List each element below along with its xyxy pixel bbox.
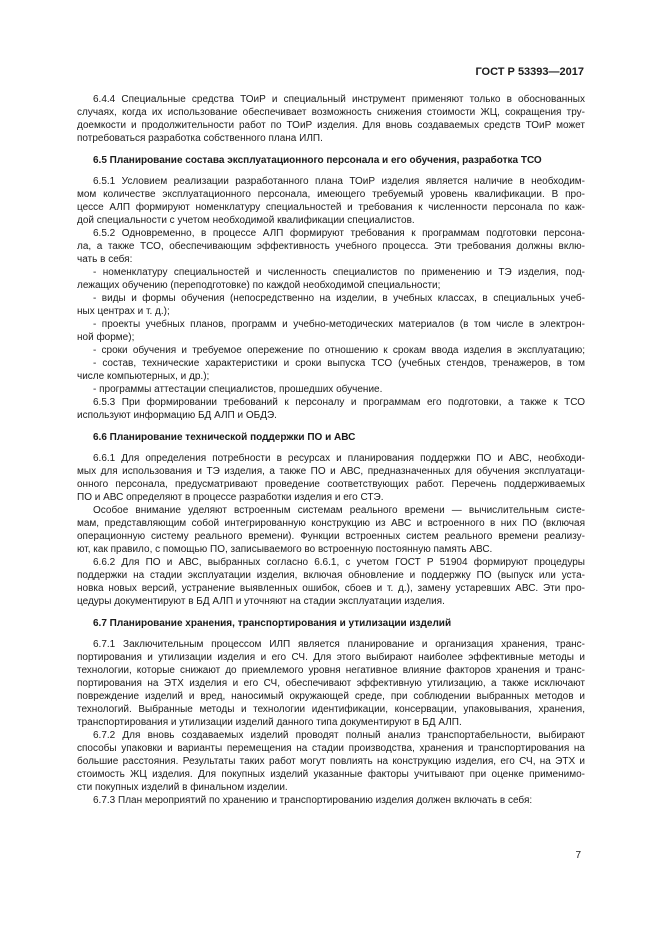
paragraph-line: 6.7.3 План мероприятий по хранению и транспортированию изделия должен включать в себя: — [93, 795, 533, 806]
paragraph-line: новка новых версий, устранение выявленных ошибок, сбоев и т. д.), замену устаревших АВС. Эти про- — [77, 583, 585, 594]
list-item: - виды и формы обучения (непосредственно на изделии, в учебных классах, в специальных учеб- — [93, 293, 585, 304]
paragraph-line: ют, как правило, с помощью ПО, записываемого во встроенную постоянную память АВС. — [77, 544, 493, 555]
paragraph-line: повреждение изделий и вред, наносимый окружающей среде, при соблюдении выбранных методов и — [77, 691, 585, 702]
paragraph-line: чать в себя: — [77, 254, 133, 265]
paragraph-line: ла, а также ТСО, обеспечивающим эффективность учебного процесса. Эти требования должны вклю- — [77, 241, 585, 252]
paragraph-line: мом количестве эксплуатационного персонала, имеющего требуемый уровень квалификации. В про- — [77, 189, 585, 200]
paragraph-line: ПО и АВС определяют в процессе разработки изделия и его СТЭ. — [77, 492, 384, 503]
list-item-continuation: лежащих обучению (переподготовке) по каждой необходимой специальности; — [77, 280, 441, 291]
paragraph-line: 6.6.2 Для ПО и АВС, выбранных согласно 6.6.1, с учетом ГОСТ Р 51904 формируют процедуры — [93, 557, 585, 568]
paragraph-line: 6.7.2 Для вновь создаваемых изделий проводят полный анализ транспортабельности, выбирают — [93, 730, 585, 741]
paragraph-line: 6.7.1 Заключительным процессом ИЛП является планирование и организация хранения, транс- — [93, 639, 585, 650]
paragraph-line: используют информацию БД АЛП и ОБДЭ. — [77, 410, 277, 421]
paragraph-line: 6.4.4 Специальные средства ТОиР и специальный инструмент применяют только в обоснованных — [93, 94, 585, 105]
paragraph-line: способы упаковки и варианты перемещения на стадии производства, хранения и транспортирования на — [77, 743, 585, 754]
paragraph-line: большие расстояния. Результаты таких работ могут повлиять на конструкцию изделия, его СЧ, на ЭТХ и — [77, 756, 585, 767]
paragraph-line: 6.5.2 Одновременно, в процессе АЛП формируют требования к программам подготовки персона- — [93, 228, 585, 239]
paragraph-line: технологии, которые снижают до приемлемого уровня негативное влияние факторов хранения и транс- — [77, 665, 585, 676]
list-item-continuation: ной форме); — [77, 332, 135, 343]
paragraph-line: поддержки на стадии эксплуатации изделия, включая обновление и поддержку ПО (выпуск или уста- — [77, 570, 585, 581]
list-item-continuation: числе компьютерных, и др.); — [77, 371, 210, 382]
paragraph-line: транспортирования и утилизации изделий данного типа документируют в БД АЛП. — [77, 717, 462, 728]
paragraph-line: портирования и утилизации изделия и его СЧ. Для этого выбирают наиболее эффективные методы и — [77, 652, 585, 663]
paragraph-line: доемкости и продолжительности работ по ТОиР изделия. Для вновь создаваемых средств ТОиР может — [77, 120, 585, 131]
paragraph-line: портирования на ЭТХ изделия и его СЧ, обеспечивают эффективную утилизацию, а также исключают — [77, 678, 585, 689]
paragraph-line: случаях, когда их использование обеспечивает возможность снижения стоимости ЖЦ, сокращения тру- — [77, 107, 585, 118]
list-item: - состав, технические характеристики и сроки выпуска ТСО (учебных стендов, тренажеров, в том — [93, 358, 585, 369]
paragraph-line: 6.5.3 При формировании требований к персоналу и программам его подготовки, а также к ТСО — [93, 397, 585, 408]
paragraph-line: стоимость ЖЦ изделия. Для покупных изделий указанные факторы учитывают при оценке применимо- — [77, 769, 585, 780]
page-number: 7 — [575, 850, 581, 861]
document-code: ГОСТ Р 53393—2017 — [475, 66, 584, 78]
paragraph-line: 6.5.1 Условием реализации разработанного плана ТОиР изделия является наличие в необходим- — [93, 176, 585, 187]
paragraph-line: мых для использования и ТЭ изделия, а также ПО и АВС, предназначенных для обучения эксплуатаци- — [77, 466, 585, 477]
list-item: - программы аттестации специалистов, прошедших обучение. — [93, 384, 383, 395]
paragraph-line: дой специальности с учетом необходимой квалификации специалистов. — [77, 215, 415, 226]
paragraph-line: операционную систему реального времени). Функции встроенных систем реального времени реализу- — [77, 531, 585, 542]
list-item-continuation: ных центрах и т. д.); — [77, 306, 170, 317]
paragraph-line: сти покупных изделий в финальном изделии. — [77, 782, 288, 793]
list-item: - проекты учебных планов, программ и учебно-методических материалов (в том числе в электрон- — [93, 319, 585, 330]
paragraph-line: потребоваться разработка собственного плана ИЛП. — [77, 133, 323, 144]
paragraph-line: цедуры документируют в БД АЛП и уточняют на стадии эксплуатации изделия. — [77, 596, 445, 607]
paragraph-line: онного персонала, предусматривают проведение соответствующих работ. Перечень поддерживаемых — [77, 479, 585, 490]
paragraph-line: 6.6.1 Для определения потребности в ресурсах и планирования поддержки ПО и АВС, необходи- — [93, 453, 585, 464]
paragraph-line: цессе АЛП формируют номенклатуру специальностей и требования к численности персонала по каж- — [77, 202, 585, 213]
list-item: - номенклатуру специальностей и численность специалистов по применению и ТЭ изделия, под- — [93, 267, 585, 278]
list-item: - сроки обучения и требуемое опережение по отношению к срокам ввода изделия в эксплуатацию; — [93, 345, 585, 356]
paragraph-line: мам, представляющим собой интегрированную конструкцию из АВС и встроенного в них ПО (включая — [77, 518, 585, 529]
section-heading-6-7: 6.7 Планирование хранения, транспортирования и утилизации изделий — [93, 618, 452, 629]
section-heading-6-6: 6.6 Планирование технической поддержки ПО и АВС — [93, 432, 356, 443]
paragraph-line: технологий. Выбранные методы и технологии идентификации, консервации, упаковывания, хранения, — [77, 704, 585, 715]
paragraph-line: Особое внимание уделяют встроенным системам реального времени — вычислительным систе- — [93, 505, 585, 516]
section-heading-6-5: 6.5 Планирование состава эксплуатационного персонала и его обучения, разработка ТСО — [93, 155, 542, 166]
